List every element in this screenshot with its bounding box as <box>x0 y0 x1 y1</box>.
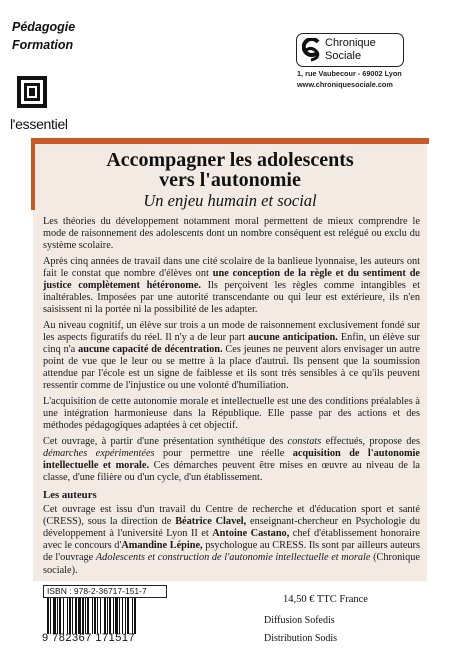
authors-heading: Les auteurs <box>43 488 97 501</box>
barcode-icon <box>47 598 163 634</box>
series-label <box>12 18 75 54</box>
publisher-address <box>297 69 402 90</box>
isbn-label: ISBN : 978-2-36717-151-7 <box>43 585 167 598</box>
series-line-pedagogie: Pédagogie <box>12 20 76 34</box>
publisher-name-line2: Sociale <box>325 49 362 62</box>
blurb-text <box>43 216 420 580</box>
paragraph-1: Les théories du développement notamment moral permettent de mieux comprendre le mode de raisonnement des adolescents dont un nombre conséquent est relégué ou exclu du système scolaire. <box>43 216 420 252</box>
publisher-logo-box <box>296 33 404 67</box>
website-line: www.chroniquesociale.com <box>297 79 393 89</box>
title-line-2: vers l'autonomie <box>159 169 301 191</box>
paragraph-3: Au niveau cognitif, un élève sur trois a un mode de raisonnement exclusivement fondé sur les aspects figuratifs du réel. Il n'y a de leur part aucune anticipation. Enfin, un élève sur cinq n'a aucune capacité de décentration. Ces jeunes ne peuvent alors envisager un autre point de vue que le leur ou se mettre à la place d'autrui. Ils pensent que la soumission attendue par l'école est un signe de faiblesse et ils sont très sensibles à ce qu'ils peuvent ressentir comme de l'injustice ou une volonté d'humiliation. <box>43 319 420 392</box>
series-line-formation: Formation <box>12 38 74 52</box>
distribution-label: Distribution Sodis <box>264 633 338 644</box>
cs-logo-icon <box>302 38 322 62</box>
publisher-name-line1: Chronique <box>325 37 376 49</box>
address-line: 1, rue Vaubecour - 69002 Lyon <box>297 69 402 78</box>
paragraph-5: Cet ouvrage, à partir d'une présentation synthétique des constats effectués, propose des démarches expérimentées pour permettre une réelle acquisition de l'autonomie intellectuelle et morale. Ces démarches peuvent être mises en œuvre au niveau de la classe, d'une filière ou d'un cycle, d'un établissement. <box>43 435 421 483</box>
collection-name: l'essentiel <box>10 116 68 132</box>
title-line-1: Accompagner les adolescents <box>106 149 354 171</box>
barcode-digits: 9 782367 171517 <box>42 632 136 644</box>
price-label: 14,50 € TTC France <box>283 594 368 605</box>
paragraph-2: Après cinq années de travail dans une cité scolaire de la banlieue lyonnaise, les auteurs ont fait le constat que nombre d'élèves ont une conception de la règle et du sentiment de justice complètement hétéronome. Ils perçoivent les règles comme intangibles et inaltérables. Imposées par une autorité transcendante ou qui leur est extérieure, ils n'en saisissent ni la portée ni la possibilité de les adapter. <box>43 255 420 316</box>
paragraph-authors: Cet ouvrage est issu d'un travail du Centre de recherche et d'éducation sport et santé (CRESS), sous la direction de Béatrice Clavel, enseignant-chercheur en Psychologie du développement à l'université Lyon II et Antoine Castano, chef d'établissement honoraire avec le concours d'Amandine Lépine, psychologue au CRESS. Ils sont par ailleurs auteurs de l'ouvrage Adolescents et construction de l'autonomie intellectuelle et morale (Chronique sociale). <box>43 504 420 576</box>
diffusion-label: Diffusion Sofedis <box>264 615 335 626</box>
book-subtitle: Un enjeu humain et social <box>143 191 317 210</box>
nested-squares-icon <box>17 76 47 108</box>
publisher-name <box>325 37 376 62</box>
accent-bar-top <box>31 138 429 144</box>
paragraph-4: L'acquisition de cette autonomie morale et intellectuelle est une des conditions préalables à une intégration harmonieuse dans la République. Elle passe par des actions et des méthodes pédagogiques adaptées à cet objectif. <box>43 395 420 431</box>
book-title <box>33 150 427 190</box>
